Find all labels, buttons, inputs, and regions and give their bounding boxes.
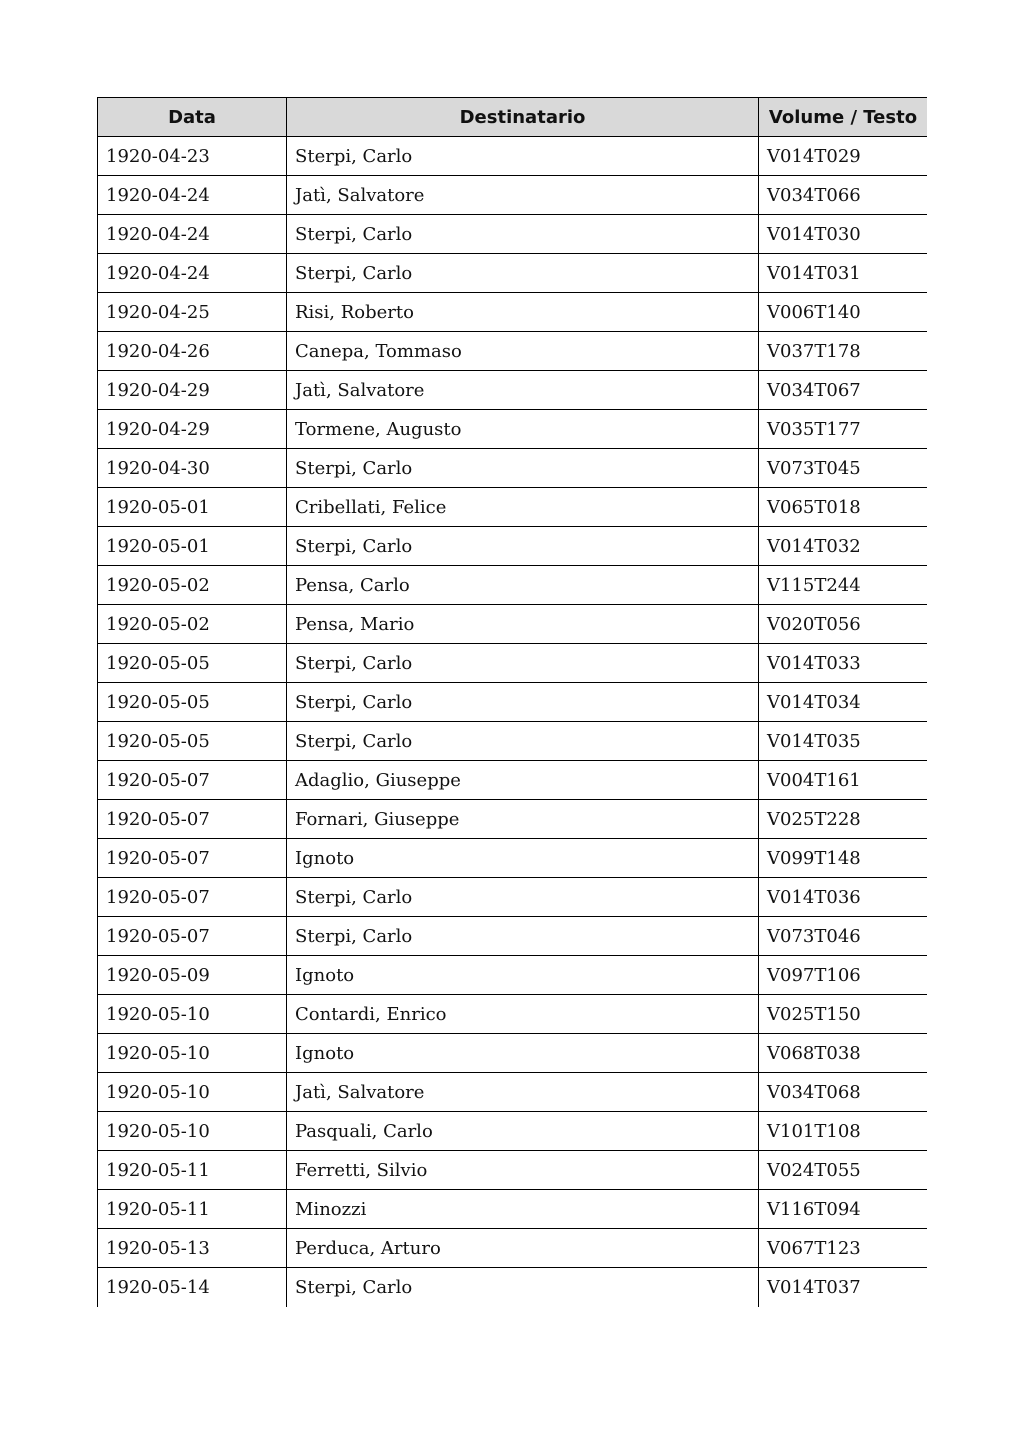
volume-cell: V035T177 (759, 410, 928, 449)
date-cell: 1920-05-10 (98, 995, 287, 1034)
recipient-cell: Sterpi, Carlo (287, 527, 759, 566)
recipient-cell: Minozzi (287, 1190, 759, 1229)
table-row (98, 176, 928, 215)
recipient-cell: Sterpi, Carlo (287, 644, 759, 683)
volume-cell: V004T161 (759, 761, 928, 800)
recipient-cell: Sterpi, Carlo (287, 1268, 759, 1307)
table-row (98, 1190, 928, 1229)
date-cell: 1920-04-23 (98, 137, 287, 176)
table-row (98, 1151, 928, 1190)
date-cell: 1920-04-24 (98, 215, 287, 254)
volume-cell: V014T034 (759, 683, 928, 722)
table-row (98, 527, 928, 566)
date-cell: 1920-04-24 (98, 176, 287, 215)
recipient-cell: Sterpi, Carlo (287, 254, 759, 293)
recipient-cell: Sterpi, Carlo (287, 449, 759, 488)
date-cell: 1920-04-30 (98, 449, 287, 488)
recipient-cell: Sterpi, Carlo (287, 215, 759, 254)
date-cell: 1920-05-01 (98, 488, 287, 527)
volume-cell: V099T148 (759, 839, 928, 878)
recipient-cell: Perduca, Arturo (287, 1229, 759, 1268)
table-row (98, 215, 928, 254)
recipient-cell: Ignoto (287, 956, 759, 995)
table-row (98, 605, 928, 644)
volume-cell: V014T037 (759, 1268, 928, 1307)
recipient-cell: Sterpi, Carlo (287, 917, 759, 956)
date-cell: 1920-05-05 (98, 722, 287, 761)
volume-cell: V014T035 (759, 722, 928, 761)
volume-cell: V014T029 (759, 137, 928, 176)
date-cell: 1920-05-02 (98, 605, 287, 644)
date-cell: 1920-05-07 (98, 878, 287, 917)
table-row (98, 1112, 928, 1151)
date-cell: 1920-05-07 (98, 917, 287, 956)
table-row (98, 1268, 928, 1307)
table-row (98, 137, 928, 176)
recipient-cell: Jatì, Salvatore (287, 1073, 759, 1112)
header-date: Data (98, 98, 287, 137)
date-cell: 1920-05-07 (98, 761, 287, 800)
volume-cell: V115T244 (759, 566, 928, 605)
table-body (98, 137, 928, 1307)
date-cell: 1920-05-05 (98, 644, 287, 683)
table-row (98, 371, 928, 410)
volume-cell: V034T066 (759, 176, 928, 215)
recipient-cell: Tormene, Augusto (287, 410, 759, 449)
date-cell: 1920-05-10 (98, 1112, 287, 1151)
date-cell: 1920-04-29 (98, 371, 287, 410)
date-cell: 1920-05-07 (98, 839, 287, 878)
volume-cell: V034T068 (759, 1073, 928, 1112)
table-row (98, 293, 928, 332)
recipient-cell: Sterpi, Carlo (287, 137, 759, 176)
volume-cell: V006T140 (759, 293, 928, 332)
table-row (98, 683, 928, 722)
volume-cell: V020T056 (759, 605, 928, 644)
volume-cell: V014T033 (759, 644, 928, 683)
recipient-cell: Ignoto (287, 1034, 759, 1073)
date-cell: 1920-05-01 (98, 527, 287, 566)
volume-cell: V068T038 (759, 1034, 928, 1073)
table-row (98, 488, 928, 527)
volume-cell: V116T094 (759, 1190, 928, 1229)
table-row (98, 917, 928, 956)
date-cell: 1920-05-11 (98, 1190, 287, 1229)
volume-cell: V025T228 (759, 800, 928, 839)
volume-cell: V024T055 (759, 1151, 928, 1190)
recipient-cell: Pensa, Carlo (287, 566, 759, 605)
date-cell: 1920-04-24 (98, 254, 287, 293)
table-row (98, 449, 928, 488)
table-row (98, 332, 928, 371)
volume-cell: V034T067 (759, 371, 928, 410)
volume-cell: V037T178 (759, 332, 928, 371)
date-cell: 1920-05-13 (98, 1229, 287, 1268)
table-row (98, 995, 928, 1034)
date-cell: 1920-05-11 (98, 1151, 287, 1190)
volume-cell: V101T108 (759, 1112, 928, 1151)
table-header (98, 98, 928, 137)
recipient-cell: Sterpi, Carlo (287, 683, 759, 722)
table-row (98, 1229, 928, 1268)
volume-cell: V067T123 (759, 1229, 928, 1268)
volume-cell: V065T018 (759, 488, 928, 527)
table-row (98, 722, 928, 761)
recipient-cell: Pasquali, Carlo (287, 1112, 759, 1151)
date-cell: 1920-05-10 (98, 1034, 287, 1073)
volume-cell: V014T031 (759, 254, 928, 293)
recipient-cell: Canepa, Tommaso (287, 332, 759, 371)
recipient-cell: Contardi, Enrico (287, 995, 759, 1034)
recipient-cell: Cribellati, Felice (287, 488, 759, 527)
recipient-cell: Risi, Roberto (287, 293, 759, 332)
date-cell: 1920-05-10 (98, 1073, 287, 1112)
date-cell: 1920-05-07 (98, 800, 287, 839)
header-row (98, 98, 928, 137)
recipient-cell: Sterpi, Carlo (287, 722, 759, 761)
table-row (98, 800, 928, 839)
recipient-cell: Pensa, Mario (287, 605, 759, 644)
recipient-cell: Ferretti, Silvio (287, 1151, 759, 1190)
table-row (98, 566, 928, 605)
table-row (98, 1034, 928, 1073)
volume-cell: V073T046 (759, 917, 928, 956)
volume-cell: V073T045 (759, 449, 928, 488)
table-row (98, 956, 928, 995)
recipient-cell: Ignoto (287, 839, 759, 878)
volume-cell: V014T032 (759, 527, 928, 566)
table-row (98, 1073, 928, 1112)
recipient-cell: Fornari, Giuseppe (287, 800, 759, 839)
header-recipient: Destinatario (287, 98, 759, 137)
table-row (98, 839, 928, 878)
date-cell: 1920-04-26 (98, 332, 287, 371)
volume-cell: V014T036 (759, 878, 928, 917)
table-row (98, 878, 928, 917)
volume-cell: V014T030 (759, 215, 928, 254)
volume-cell: V025T150 (759, 995, 928, 1034)
date-cell: 1920-05-05 (98, 683, 287, 722)
letters-table (97, 97, 927, 1307)
recipient-cell: Jatì, Salvatore (287, 371, 759, 410)
table-row (98, 410, 928, 449)
volume-cell: V097T106 (759, 956, 928, 995)
header-volume: Volume / Testo (759, 98, 928, 137)
date-cell: 1920-05-02 (98, 566, 287, 605)
table-row (98, 254, 928, 293)
date-cell: 1920-04-25 (98, 293, 287, 332)
date-cell: 1920-05-14 (98, 1268, 287, 1307)
date-cell: 1920-05-09 (98, 956, 287, 995)
recipient-cell: Jatì, Salvatore (287, 176, 759, 215)
date-cell: 1920-04-29 (98, 410, 287, 449)
recipient-cell: Adaglio, Giuseppe (287, 761, 759, 800)
table-row (98, 761, 928, 800)
letters-table-container (97, 97, 927, 1312)
recipient-cell: Sterpi, Carlo (287, 878, 759, 917)
table-row (98, 644, 928, 683)
